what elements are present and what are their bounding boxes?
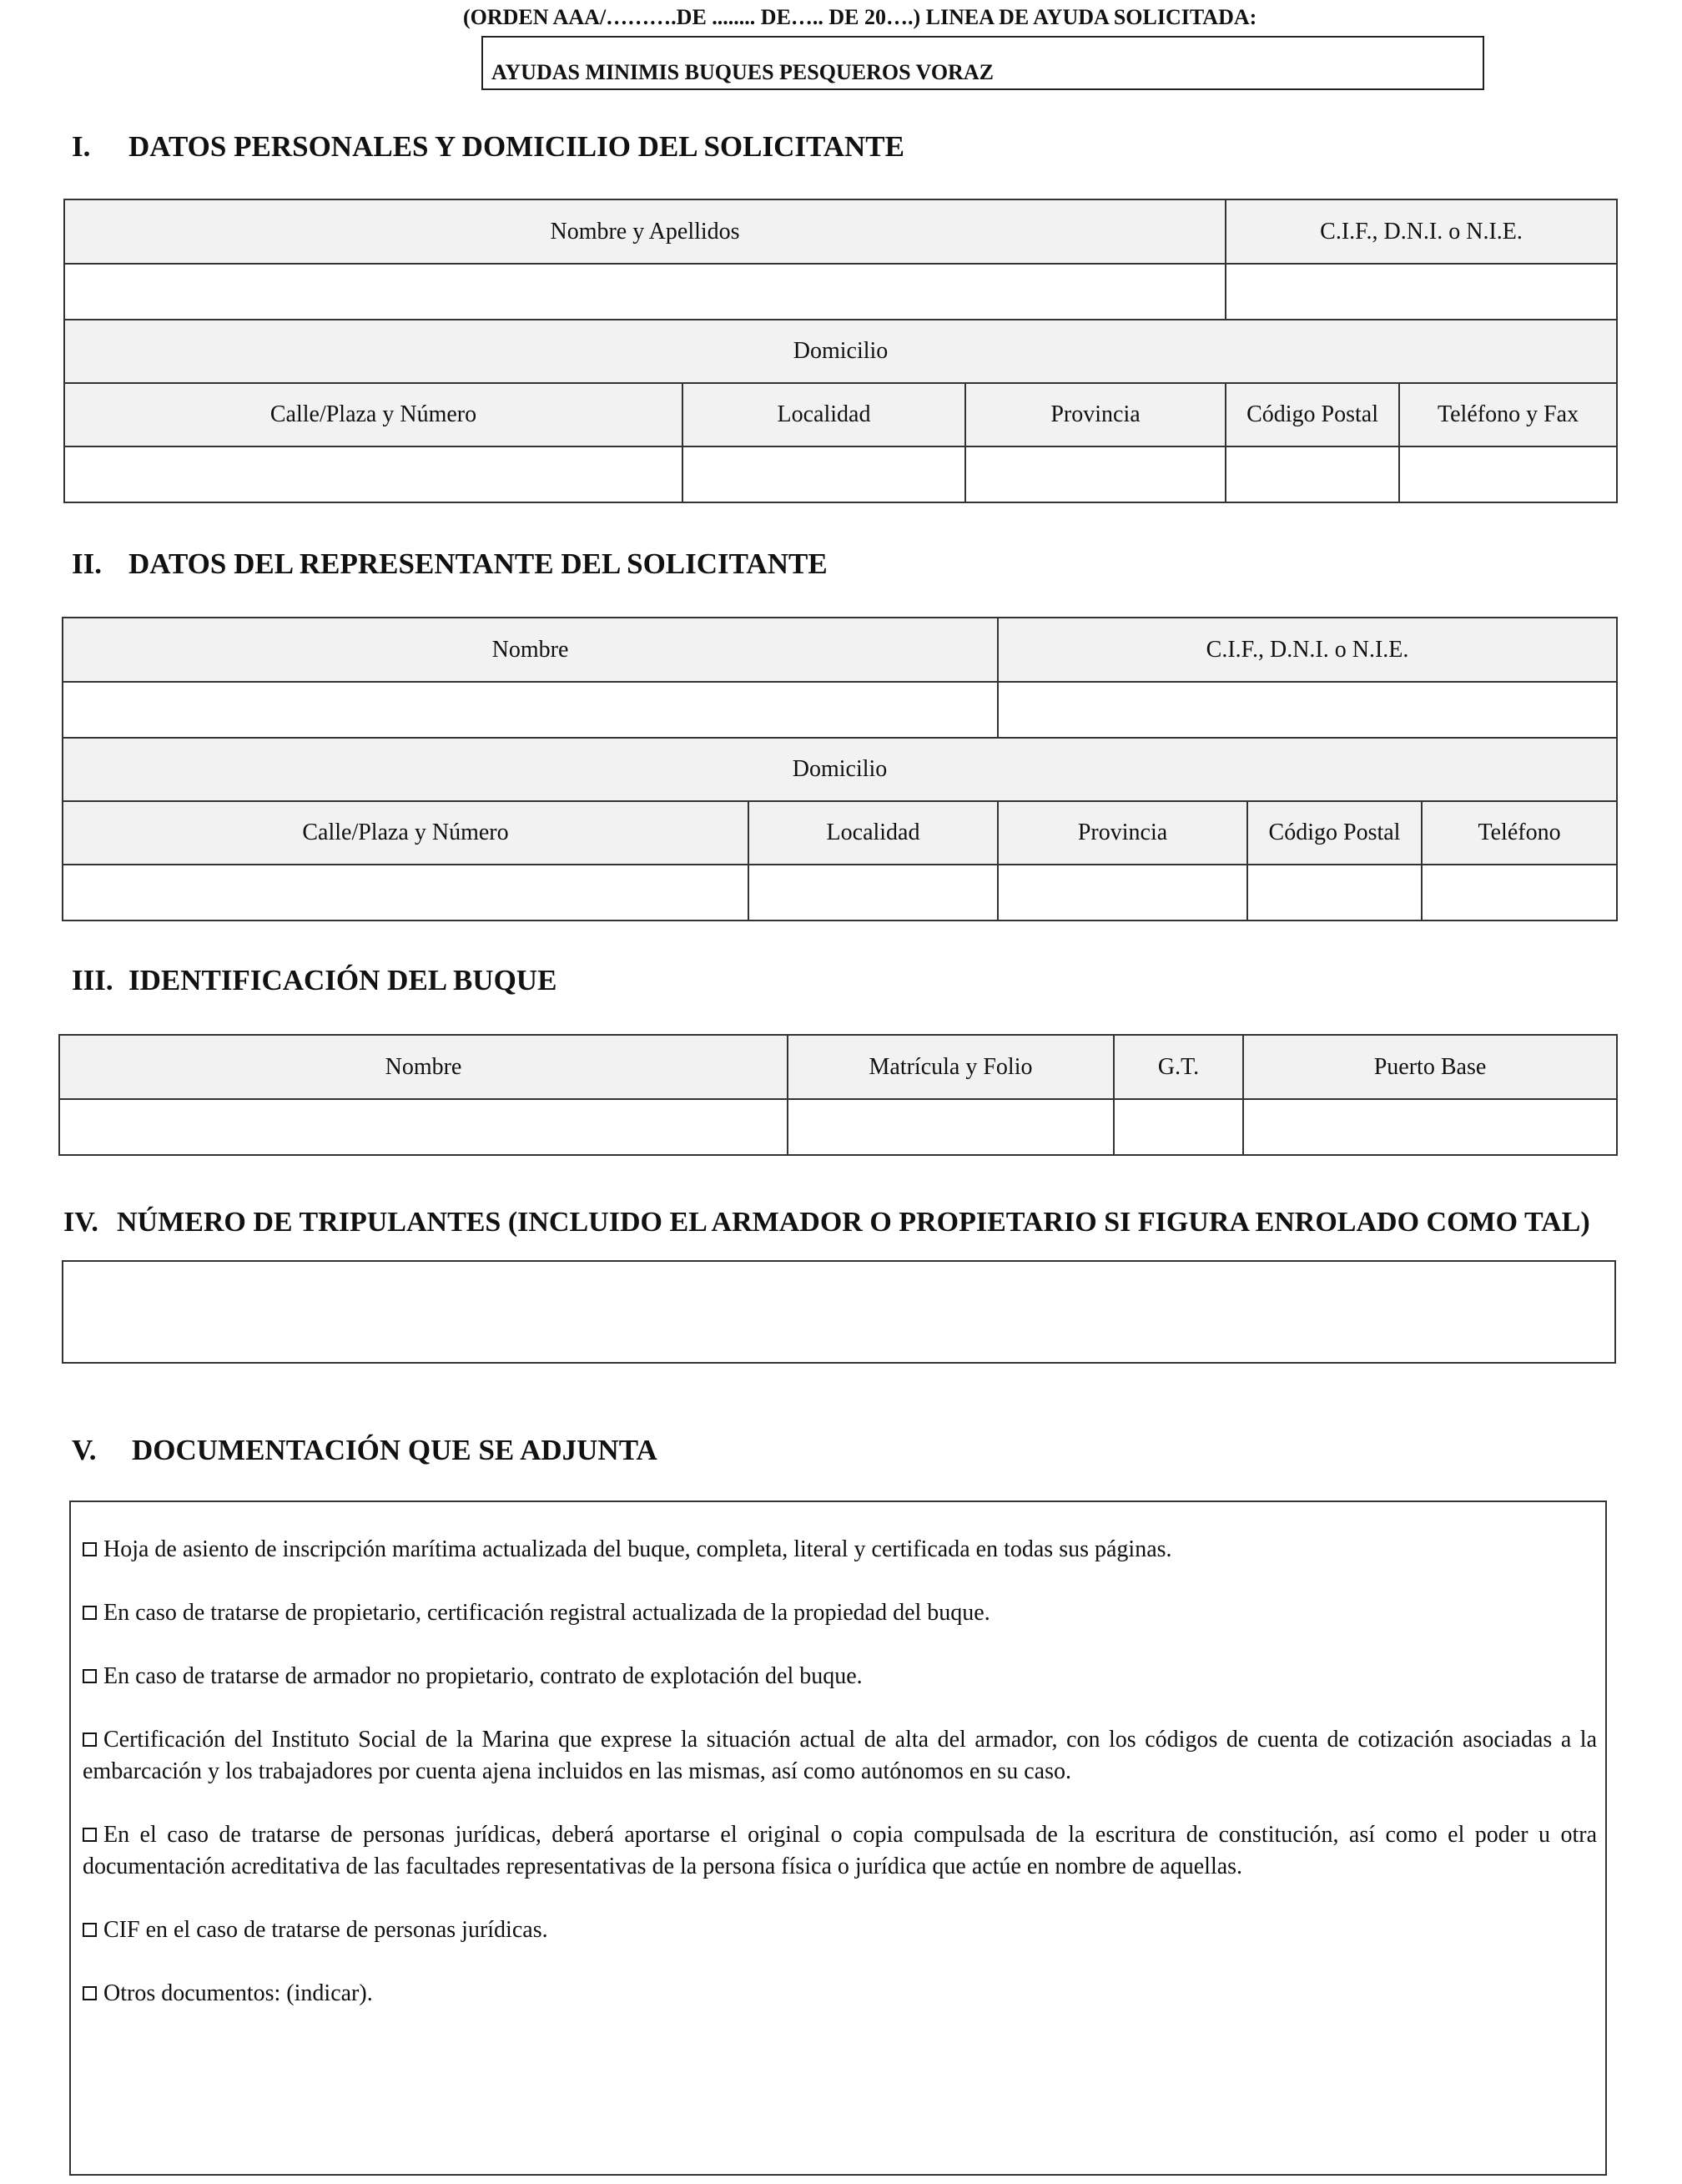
applicant-street-header: Calle/Plaza y Número [64, 383, 682, 446]
document-item-label: Otros documentos: (indicar). [103, 1980, 373, 2006]
document-item [83, 1819, 1597, 1883]
document-item [83, 1914, 1597, 1946]
representative-phone-field[interactable] [1422, 865, 1617, 921]
section-3-title: IDENTIFICACIÓN DEL BUQUE [128, 964, 557, 996]
section-2-title: DATOS DEL REPRESENTANTE DEL SOLICITANTE [128, 547, 828, 580]
representative-locality-header: Localidad [748, 801, 998, 865]
vessel-registration-field[interactable] [788, 1099, 1114, 1155]
representative-postal-code-header: Código Postal [1247, 801, 1422, 865]
section-3-heading [72, 964, 556, 997]
applicant-locality-header: Localidad [682, 383, 965, 446]
applicant-phone-fax-header: Teléfono y Fax [1399, 383, 1617, 446]
vessel-name-header: Nombre [59, 1035, 788, 1099]
representative-id-header: C.I.F., D.N.I. o N.I.E. [998, 618, 1617, 682]
section-5-title: DOCUMENTACIÓN QUE SE ADJUNTA [132, 1434, 657, 1466]
document-item [83, 1597, 1597, 1629]
applicant-id-field[interactable] [1226, 264, 1617, 320]
representative-province-header: Provincia [998, 801, 1247, 865]
vessel-gt-field[interactable] [1114, 1099, 1243, 1155]
aid-line-field[interactable] [481, 36, 1484, 90]
vessel-port-header: Puerto Base [1243, 1035, 1617, 1099]
checkbox-icon[interactable] [83, 1986, 97, 2000]
vessel-gt-header: G.T. [1114, 1035, 1243, 1099]
section-1-number: I. [72, 130, 91, 163]
document-item-label: Hoja de asiento de inscripción marítima actualizada del buque, completa, literal y certificada en todas sus páginas. [103, 1536, 1172, 1562]
order-header-line: (ORDEN AAA/……….DE ........ DE….. DE 20….) LINEA DE AYUDA SOLICITADA: [463, 5, 1257, 29]
applicant-street-field[interactable] [64, 446, 682, 502]
section-2-heading [72, 547, 828, 581]
applicant-locality-field[interactable] [682, 446, 965, 502]
applicant-id-header: C.I.F., D.N.I. o N.I.E. [1226, 199, 1617, 264]
vessel-port-field[interactable] [1243, 1099, 1617, 1155]
checkbox-icon[interactable] [83, 1733, 97, 1747]
document-item-label: En caso de tratarse de armador no propietario, contrato de explotación del buque. [103, 1663, 863, 1689]
applicant-province-field[interactable] [965, 446, 1226, 502]
document-item [83, 1534, 1597, 1566]
section-4-heading [63, 1207, 1590, 1238]
document-item-label: En el caso de tratarse de personas jurídicas, deberá aportarse el original o copia compulsada de la escritura de constitución, así como el poder u otra documentación acreditativa de las facultades representativas de la persona física o jurídica que actúe en nombre de aquellas. [83, 1822, 1597, 1879]
documents-box [69, 1501, 1607, 2176]
checkbox-icon[interactable] [83, 1542, 97, 1556]
crew-count-field[interactable] [62, 1260, 1616, 1364]
document-item [83, 1724, 1597, 1788]
representative-name-header: Nombre [63, 618, 998, 682]
applicant-province-header: Provincia [965, 383, 1226, 446]
applicant-table [63, 199, 1618, 503]
applicant-postal-code-header: Código Postal [1226, 383, 1399, 446]
section-3-number: III. [72, 964, 113, 996]
representative-street-header: Calle/Plaza y Número [63, 801, 748, 865]
representative-locality-field[interactable] [748, 865, 998, 921]
representative-domicilio-header: Domicilio [63, 738, 1617, 801]
representative-name-field[interactable] [63, 682, 998, 738]
documents-list [83, 1534, 1597, 2041]
representative-postal-code-field[interactable] [1247, 865, 1422, 921]
section-5-heading [72, 1434, 657, 1467]
checkbox-icon[interactable] [83, 1669, 97, 1683]
applicant-postal-code-field[interactable] [1226, 446, 1399, 502]
representative-street-field[interactable] [63, 865, 748, 921]
section-1-heading [72, 130, 904, 164]
document-item-label: CIF en el caso de tratarse de personas jurídicas. [103, 1917, 548, 1943]
applicant-phone-fax-field[interactable] [1399, 446, 1617, 502]
section-4-number: IV. [63, 1207, 98, 1238]
applicant-name-field[interactable] [64, 264, 1226, 320]
applicant-name-header: Nombre y Apellidos [64, 199, 1226, 264]
section-2-number: II. [72, 547, 102, 580]
aid-line-value: AYUDAS MINIMIS BUQUES PESQUEROS VORAZ [491, 60, 994, 84]
vessel-registration-header: Matrícula y Folio [788, 1035, 1114, 1099]
section-4-title: NÚMERO DE TRIPULANTES (INCLUIDO EL ARMADOR O PROPIETARIO SI FIGURA ENROLADO COMO TAL) [117, 1207, 1590, 1238]
vessel-table [58, 1034, 1618, 1156]
document-item [83, 1661, 1597, 1692]
representative-table [62, 617, 1618, 921]
document-item [83, 1978, 1597, 2010]
document-item-label: En caso de tratarse de propietario, certificación registral actualizada de la propiedad del buque. [103, 1600, 990, 1626]
document-item-label: Certificación del Instituto Social de la Marina que exprese la situación actual de alta del armador, con los códigos de cuenta de cotización asociadas a la embarcación y los trabajadores por cuenta ajena incluidos en las mismas, así como autónomos en su caso. [83, 1727, 1597, 1784]
checkbox-icon[interactable] [83, 1923, 97, 1937]
section-1-title: DATOS PERSONALES Y DOMICILIO DEL SOLICITANTE [128, 130, 904, 163]
section-5-number: V. [72, 1434, 97, 1466]
representative-province-field[interactable] [998, 865, 1247, 921]
checkbox-icon[interactable] [83, 1606, 97, 1620]
representative-phone-header: Teléfono [1422, 801, 1617, 865]
applicant-domicilio-header: Domicilio [64, 320, 1617, 383]
checkbox-icon[interactable] [83, 1828, 97, 1842]
representative-id-field[interactable] [998, 682, 1617, 738]
vessel-name-field[interactable] [59, 1099, 788, 1155]
